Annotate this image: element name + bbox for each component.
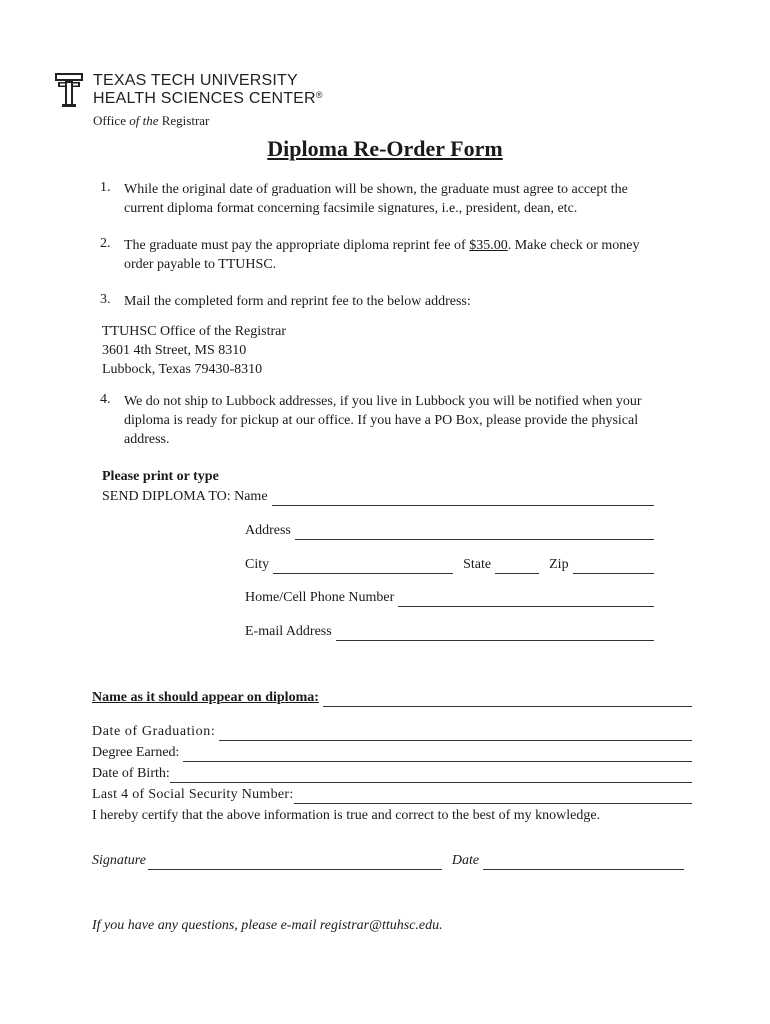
phone-line[interactable] xyxy=(398,592,654,607)
state-line[interactable] xyxy=(495,559,539,574)
address-line[interactable] xyxy=(295,525,654,540)
send-to-name-field[interactable]: SEND DIPLOMA TO: Name xyxy=(102,488,654,506)
email-field[interactable]: E-mail Address xyxy=(245,623,654,641)
mailing-address: TTUHSC Office of the Registrar 3601 4th Street, MS 8310 Lubbock, Texas 79430-8310 xyxy=(102,324,287,377)
print-or-type-heading: Please print or type xyxy=(102,469,219,484)
email-line[interactable] xyxy=(336,626,654,641)
page-title: Diploma Re-Order Form xyxy=(267,136,503,161)
certification-statement: I hereby certify that the above information is true and correct to the best of my knowledge. xyxy=(92,808,601,823)
org-name-line1: TEXAS TECH UNIVERSITY xyxy=(93,72,298,89)
address-field[interactable]: Address xyxy=(245,522,654,540)
signature-date-line[interactable] xyxy=(483,855,684,870)
office-of-registrar: Office of the Registrar xyxy=(93,113,210,128)
ssn-last4-field[interactable]: Last 4 of Social Security Number: xyxy=(92,786,692,804)
name-line[interactable] xyxy=(272,491,654,506)
zip-line[interactable] xyxy=(573,559,654,574)
graduation-date-field[interactable]: Date of Graduation: xyxy=(92,723,692,741)
diploma-name-line[interactable] xyxy=(323,692,692,707)
city-state-zip-row: City State Zip xyxy=(245,556,654,574)
fee-amount: $35.00 xyxy=(469,238,508,253)
phone-field[interactable]: Home/Cell Phone Number xyxy=(245,589,654,607)
city-line[interactable] xyxy=(273,559,453,574)
ssn-last4-line[interactable] xyxy=(294,789,692,804)
org-name-line2: HEALTH SCIENCES CENTER® xyxy=(93,90,323,107)
graduation-date-line[interactable] xyxy=(219,726,692,741)
birth-date-field[interactable]: Date of Birth: xyxy=(92,765,692,783)
double-t-logo-icon xyxy=(54,72,84,108)
signature-date-row: Signature Date xyxy=(92,852,684,870)
signature-line[interactable] xyxy=(148,855,442,870)
degree-earned-line[interactable] xyxy=(183,747,692,762)
degree-earned-field[interactable]: Degree Earned: xyxy=(92,744,692,762)
diploma-name-field[interactable]: Name as it should appear on diploma: xyxy=(92,689,692,707)
birth-date-line[interactable] xyxy=(170,768,692,783)
questions-footer: If you have any questions, please e-mail registrar@ttuhsc.edu. xyxy=(92,918,443,933)
